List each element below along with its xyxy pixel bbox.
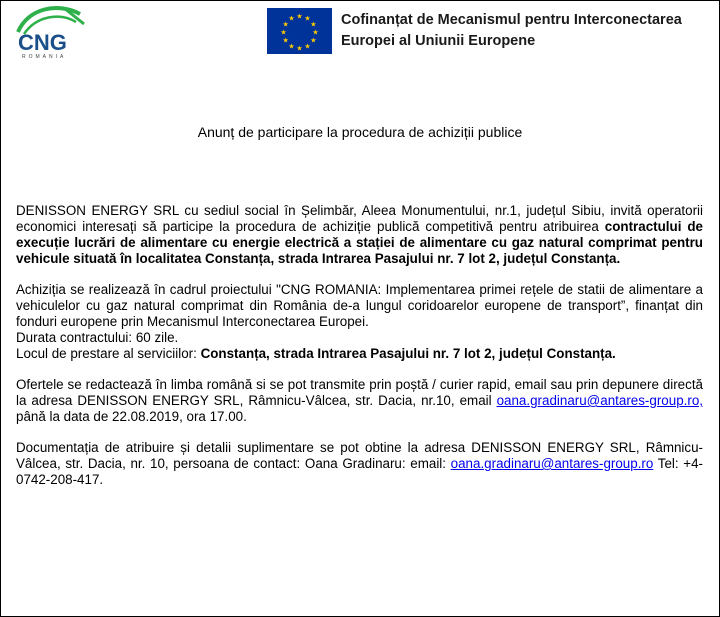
svg-text:★: ★ — [310, 20, 317, 29]
eu-funding-line-1: Cofinanțat de Mecanismul pentru Interconectarea — [341, 12, 682, 28]
project-text: Achiziția se realizează în cadrul proiectului "CNG ROMANIA: Implementarea primei rețele de statii de alimentare a vehiculelor cu gaz natural comprimat din România de-a lungul coridoarelor europene de transport”, finanțat din fonduri europene prin Mecanismul Interconectarea Europei. — [16, 282, 703, 329]
announcement-body — [16, 203, 703, 488]
contract-duration: Durata contractului: 60 zile. — [16, 330, 179, 345]
intro-text: DENISSON ENERGY SRL cu sediul social în Șelimbăr, Aleea Monumentului, nr.1, județul Sibiu, invită operatorii economici interesați să participe la procedura de achiziție publică competitivă pentru atribuirea — [16, 203, 703, 234]
svg-text:★: ★ — [312, 28, 319, 37]
svg-text:★: ★ — [296, 44, 303, 53]
svg-text:★: ★ — [288, 42, 295, 51]
svg-text:★: ★ — [304, 14, 311, 23]
contract-description: contractului de execuție lucrări de alimentare cu energie electrică a stației de alimentare cu gaz natural comprimat pentru vehicule situată în localitatea Constanța, strada Intrarea Pasajului nr. 7 lot 2, județul Constanța. — [16, 219, 703, 266]
eu-stars-icon — [267, 8, 332, 54]
svg-text:★: ★ — [282, 36, 289, 45]
cng-logo — [14, 4, 90, 64]
svg-text:★: ★ — [282, 20, 289, 29]
svg-text:★: ★ — [288, 14, 295, 23]
svg-text:★: ★ — [296, 12, 303, 21]
paragraph-documentation — [16, 440, 703, 488]
offers-email-link[interactable]: oana.gradinaru@antares-group.ro, — [496, 393, 703, 408]
svg-text:★: ★ — [280, 28, 287, 37]
offers-text: Ofertele se redactează în limba română si se pot transmite prin poștă / curier rapid, email sau prin depunere directă la adresa DENISSON ENERGY SRL, Râmnicu-Vâlcea, str. Dacia, nr.10, email — [16, 377, 703, 408]
eu-funding-line-2: Europei al Uniunii Europene — [341, 33, 536, 49]
svg-text:★: ★ — [304, 42, 311, 51]
paragraph-location — [16, 346, 703, 362]
header — [0, 0, 720, 70]
contact-phone: Tel: +4-0742-208-417. — [16, 456, 703, 487]
location-label: Locul de prestare al serviciilor: — [16, 346, 201, 361]
cng-logo-subtext: ROMANIA — [22, 54, 67, 60]
offers-deadline: până la data de 22.08.2019, ora 17.00. — [16, 409, 247, 424]
paragraph-offers — [16, 377, 703, 425]
location-value: Constanța, strada Intrarea Pasajului nr. 7 lot 2, județul Constanța. — [200, 346, 616, 361]
cng-logo-text: CNG — [18, 30, 67, 55]
contact-email-link[interactable]: oana.gradinaru@antares-group.ro — [450, 456, 654, 471]
eu-funding-text — [341, 10, 682, 52]
paragraph-project — [16, 282, 703, 330]
page-title: Anunț de participare la procedura de achiziții publice — [197, 124, 523, 140]
svg-text:★: ★ — [310, 36, 317, 45]
eu-flag — [267, 8, 332, 54]
documentation-text: Documentația de atribuire și detalii suplimentare se pot obtine la adresa DENISSON ENERGY SRL, Râmnicu-Vâlcea, str. Dacia, nr. 10, persoana de contact: Oana Gradinaru: email: — [16, 440, 703, 471]
paragraph-intro — [16, 203, 703, 267]
